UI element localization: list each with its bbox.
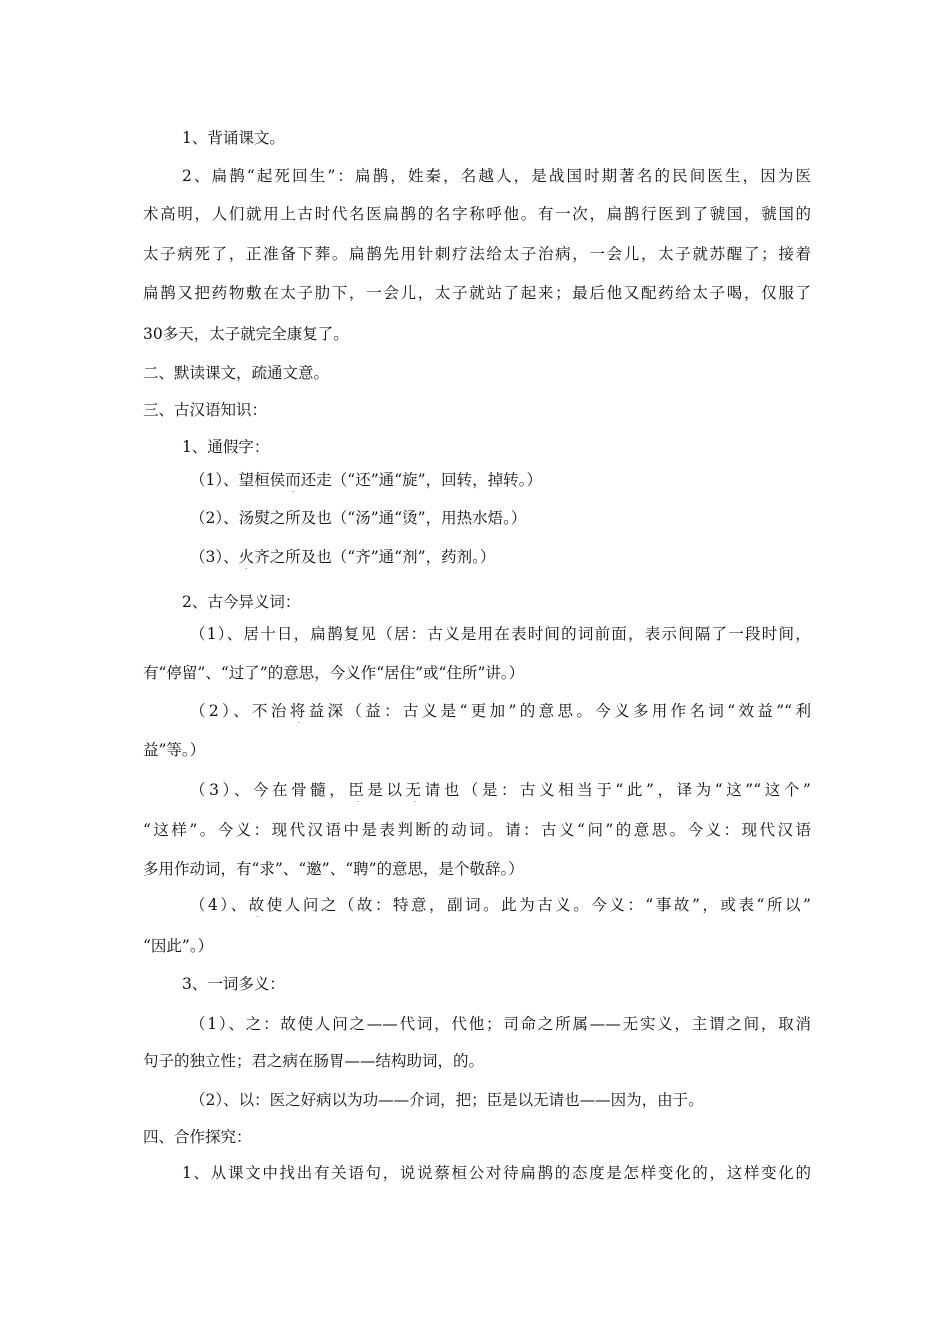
section-heading: 二、默读课文，疏通文意。 bbox=[143, 364, 330, 382]
emphasized-char: 将 bbox=[289, 702, 309, 720]
text-line: 术高明，人们就用上古时代名医扁鹊的名字称呼他。有一次，扁鹊行医到了虢国，虢国的 bbox=[143, 205, 811, 223]
text-line: “这样”。今义：现代汉语中是表判断的动词。请：古义“问”的意思。今义：现代汉语 bbox=[143, 821, 811, 839]
text-line: 太子病死了，正准备下葬。扁鹊先用针刺疗法给太子治病，一会儿，太子就苏醒了；接着 bbox=[143, 245, 811, 263]
text-line: 益”等。） bbox=[143, 741, 206, 759]
emphasized-char: 故 bbox=[248, 896, 267, 914]
text-line: （2）、汤熨之所及也（“汤”通“烫”，用热水焐。） bbox=[190, 509, 527, 527]
section-heading: 三、古汉语知识： bbox=[143, 401, 268, 419]
text-line: 句子的独立性；君之病在肠胃——结构助词，的。 bbox=[143, 1052, 485, 1070]
text-line: （3）、今在骨髓，臣是以无请也（是：古义相当于“此”，译为“这”“这个” bbox=[190, 781, 811, 799]
text-line: （2）、不治将益深（益：古义是“更加”的意思。今义多用作名词“效益”“利 bbox=[190, 702, 811, 720]
text-line: 30多天，太子就完全康复了。 bbox=[143, 325, 349, 343]
text-line: （1）、居十日，扁鹊复见（居：古义是用在表时间的词前面，表示间隔了一段时间， bbox=[190, 625, 811, 643]
text-line: 1、从课文中找出有关语句，说说蔡桓公对待扁鹊的态度是怎样变化的，这样变化的 bbox=[182, 1164, 811, 1182]
emphasized-char: 而 bbox=[285, 471, 301, 489]
emphasized-char: 、 bbox=[223, 509, 239, 527]
text-line: 扁鹊又把药物敷在太子肋下，一会儿，太子就站了起来；最后他又配药给太子喝，仅服了 bbox=[143, 284, 811, 302]
text-line: （4）、故使人问之（故：特意，副词。此为古义。今义：“事故”，或表“所以” bbox=[190, 896, 811, 914]
subsection-heading: 3、一词多义： bbox=[182, 975, 285, 993]
text-line: 多用作动词，有“求”、“邀”、“聘”的意思，是个敬辞。） bbox=[143, 860, 524, 878]
text-line: “因此”。） bbox=[143, 937, 214, 955]
text-line: （3）、火齐之所及也（“齐”通“剂”，药剂。） bbox=[190, 548, 496, 566]
emphasized-char: 、 bbox=[226, 625, 244, 643]
text-line: （1）、之：故使人问之——代词，代他；司命之所属——无实义，主谓之间，取消 bbox=[190, 1015, 811, 1033]
emphasized-char: 火 bbox=[238, 548, 255, 566]
emphasized-char: 臣 bbox=[348, 781, 368, 799]
subsection-heading: 2、古今异义词： bbox=[182, 593, 301, 611]
text-line: （1）、望桓侯而还走（“还”通“旋”，回转，掉转。） bbox=[190, 471, 542, 489]
emphasized-char: 无 bbox=[405, 781, 425, 799]
text-line: （2）、以：医之好病以为功——介词，把；臣是以无请也——因为，由于。 bbox=[190, 1091, 704, 1109]
text-line: 有“停留”、“过了”的意思，今义作“居住”或“住所”讲。） bbox=[143, 664, 525, 682]
section-heading: 四、合作探究： bbox=[143, 1128, 252, 1146]
text-line: 1、背诵课文。 bbox=[182, 129, 285, 147]
subsection-heading: 1、通假字： bbox=[182, 438, 270, 456]
text-line: 2、扁鹊“起死回生”：扁鹊，姓秦，名越人，是战国时期著名的民间医生，因为医 bbox=[182, 167, 811, 185]
